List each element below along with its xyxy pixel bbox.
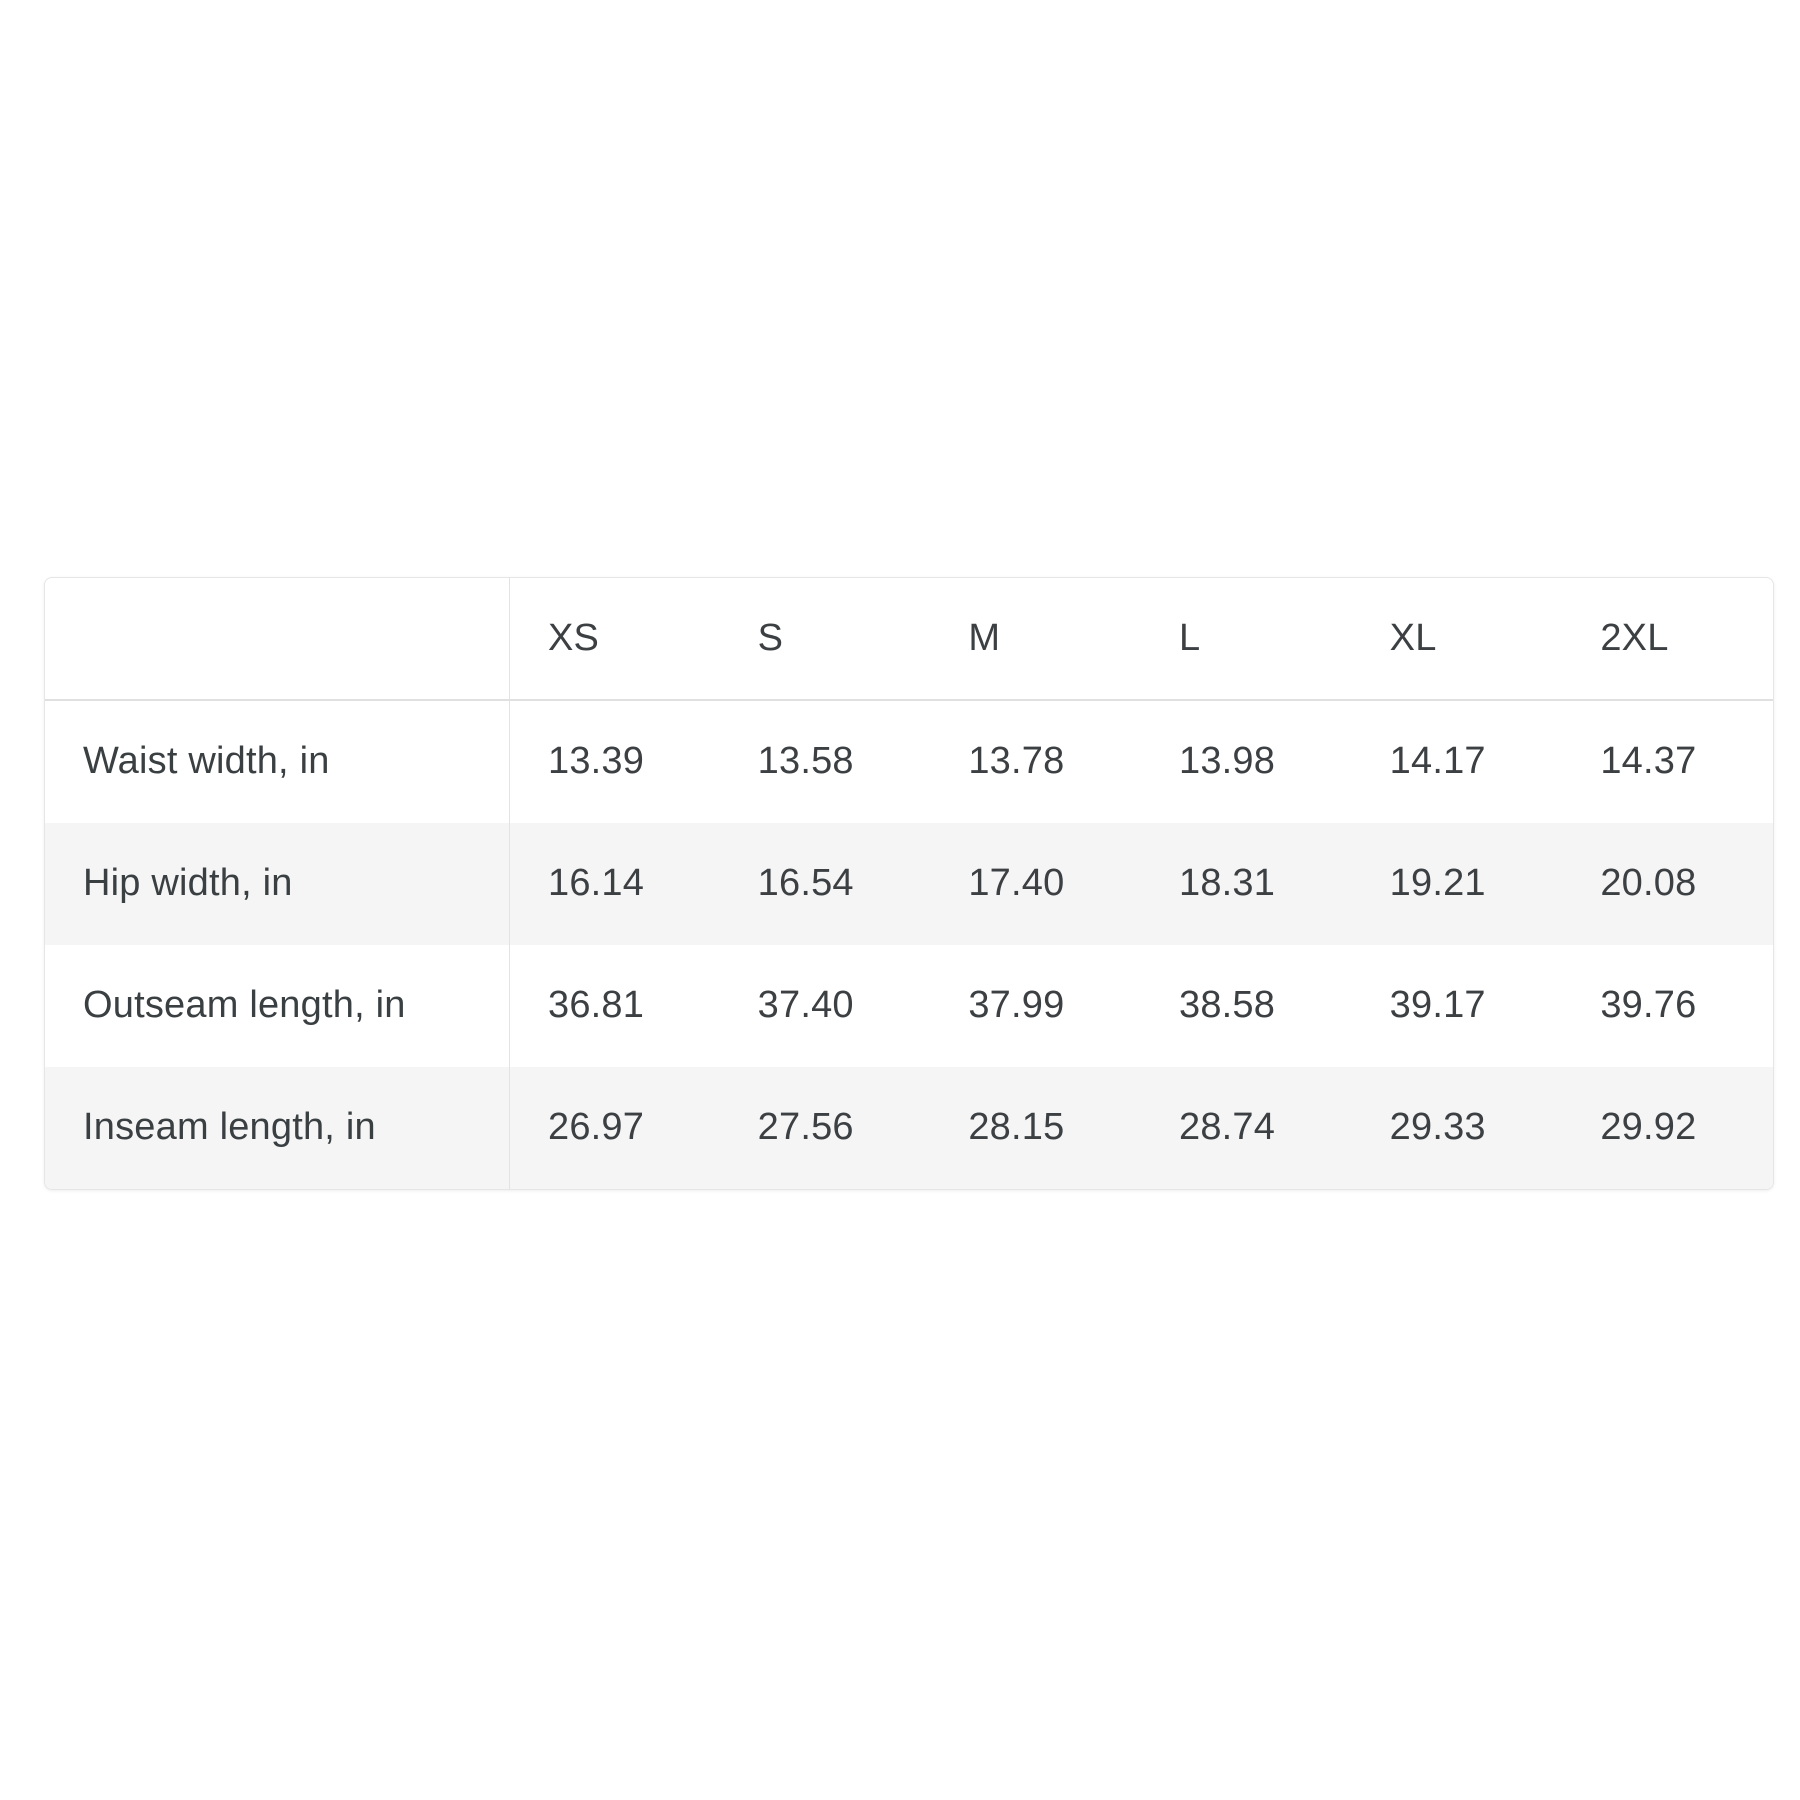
cell-waist-2xl: 14.37 (1600, 740, 1697, 783)
cell-inseam-xl: 29.33 (1389, 1106, 1486, 1149)
cell-waist-l: 13.98 (1179, 740, 1276, 783)
cell-inseam-2xl: 29.92 (1600, 1106, 1697, 1149)
table-row-waist-width (45, 701, 1773, 823)
cell-hip-2xl: 20.08 (1600, 862, 1697, 905)
cell-waist-xl: 14.17 (1389, 740, 1486, 783)
cell-outseam-m: 37.99 (968, 984, 1065, 1027)
table-row-hip-width (45, 823, 1773, 945)
row-label: Inseam length, in (83, 1106, 376, 1149)
column-header-m: M (968, 616, 1001, 659)
table-header-row (45, 578, 1773, 701)
cell-outseam-2xl: 39.76 (1600, 984, 1697, 1027)
column-header-xl: XL (1389, 616, 1437, 659)
table-row-outseam-length (45, 945, 1773, 1067)
size-chart-table (44, 577, 1774, 1190)
column-header-xs: XS (509, 578, 720, 699)
cell-outseam-l: 38.58 (1179, 984, 1276, 1027)
cell-waist-xs: 13.39 (509, 701, 720, 823)
cell-hip-m: 17.40 (968, 862, 1065, 905)
cell-hip-l: 18.31 (1179, 862, 1276, 905)
cell-outseam-s: 37.40 (757, 984, 854, 1027)
cell-outseam-xl: 39.17 (1389, 984, 1486, 1027)
column-header-2xl: 2XL (1600, 616, 1669, 659)
cell-hip-xl: 19.21 (1389, 862, 1486, 905)
cell-waist-m: 13.78 (968, 740, 1065, 783)
cell-outseam-xs: 36.81 (509, 945, 720, 1067)
header-corner-cell (45, 578, 509, 699)
cell-hip-xs: 16.14 (509, 823, 720, 945)
column-header-l: L (1179, 616, 1201, 659)
table-row-inseam-length (45, 1067, 1773, 1189)
cell-waist-s: 13.58 (757, 740, 854, 783)
row-label: Outseam length, in (83, 984, 406, 1027)
row-label: Waist width, in (83, 740, 330, 783)
cell-inseam-m: 28.15 (968, 1106, 1065, 1149)
cell-inseam-l: 28.74 (1179, 1106, 1276, 1149)
cell-inseam-s: 27.56 (757, 1106, 854, 1149)
row-label: Hip width, in (83, 862, 293, 905)
column-header-s: S (757, 616, 784, 659)
cell-hip-s: 16.54 (757, 862, 854, 905)
cell-inseam-xs: 26.97 (509, 1067, 720, 1189)
